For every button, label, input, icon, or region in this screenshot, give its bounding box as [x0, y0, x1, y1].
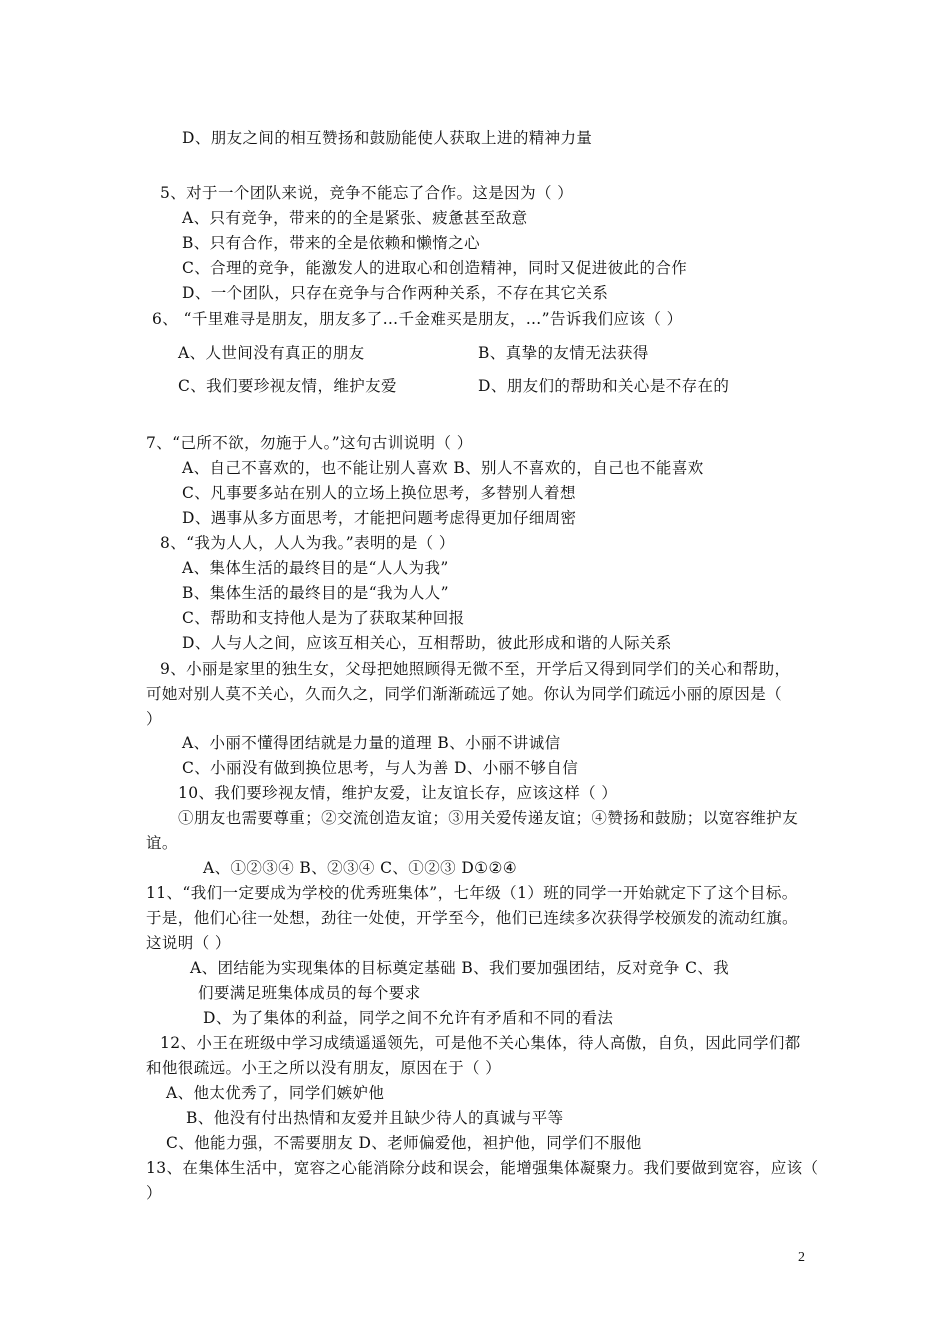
q6-stem: 6、 “千里难寻是朋友，朋友多了…千金难买是朋友，…”告诉我们应该（ ） — [152, 310, 683, 328]
q12-option-cd: C、他能力强，不需要朋友 D、老师偏爱他，袒护他，同学们不服他 — [166, 1134, 642, 1152]
q7-stem: 7、“己所不欲，勿施于人。”这句古训说明（ ） — [146, 434, 473, 452]
q5-option-b: B、只有合作，带来的全是依赖和懒惰之心 — [182, 234, 480, 252]
page-number: 2 — [798, 1250, 805, 1265]
q6-option-d: D、朋友们的帮助和关心是不存在的 — [478, 377, 730, 395]
q11-stem-line2: 于是，他们心往一处想，劲往一处使，开学至今，他们已连续多次获得学校颁发的流动红旗。 — [146, 909, 798, 927]
q9-option-cd: C、小丽没有做到换位思考，与人为善 D、小丽不够自信 — [182, 759, 579, 777]
q10-options: A、①②③④ B、②③④ C、①②③ D①②④ — [203, 859, 518, 877]
q13-stem-line1: 13、在集体生活中，宽容之心能消除分歧和误会，能增强集体凝聚力。我们要做到宽容，应该（ — [146, 1159, 819, 1177]
q7-option-ab: A、自己不喜欢的，也不能让别人喜欢 B、别人不喜欢的，自己也不能喜欢 — [182, 459, 704, 477]
q8-option-d: D、人与人之间，应该互相关心，互相帮助，彼此形成和谐的人际关系 — [182, 634, 672, 652]
q11-option-abc: A、团结能为实现集体的目标奠定基础 B、我们要加强团结，反对竞争 C、我 — [190, 959, 730, 977]
q9-option-ab: A、小丽不懂得团结就是力量的道理 B、小丽不讲诚信 — [182, 734, 561, 752]
q10-statements-line2: 谊。 — [146, 834, 178, 852]
q6-option-b: B、真挚的友情无法获得 — [478, 344, 649, 362]
q8-option-c: C、帮助和支持他人是为了获取某种回报 — [182, 609, 465, 627]
q6-option-c: C、我们要珍视友情，维护友爱 — [178, 377, 397, 395]
q12-stem-line2: 和他很疏远。小王之所以没有朋友，原因在于（ ） — [146, 1059, 502, 1077]
q8-option-b: B、集体生活的最终目的是“我为人人” — [182, 584, 449, 602]
q7-option-d: D、遇事从多方面思考，才能把问题考虑得更加仔细周密 — [182, 509, 577, 527]
q8-stem: 8、“我为人人，人人为我。”表明的是（ ） — [160, 534, 455, 552]
q13-stem-line2: ） — [146, 1184, 162, 1202]
q11-stem-line3: 这说明（ ） — [146, 934, 231, 952]
q11-stem-line1: 11、“我们一定要成为学校的优秀班集体”，七年级（1）班的同学一开始就定下了这个目标。 — [146, 884, 798, 902]
q10-statements-line1: ①朋友也需要尊重；②交流创造友谊；③用关爱传递友谊；④赞扬和鼓励；以宽容维护友 — [178, 809, 799, 827]
q5-option-d: D、一个团队，只存在竞争与合作两种关系，不存在其它关系 — [182, 284, 609, 302]
q5-option-a: A、只有竞争，带来的的全是紧张、疲惫甚至敌意 — [182, 209, 528, 227]
q11-option-c-cont: 们要满足班集体成员的每个要求 — [198, 984, 421, 1002]
q5-option-c: C、合理的竞争，能激发人的进取心和创造精神，同时又促进彼此的合作 — [182, 259, 688, 277]
q9-stem-line1: 9、小丽是家里的独生女，父母把她照顾得无微不至，开学后又得到同学们的关心和帮助， — [160, 660, 791, 678]
q9-stem-line2: 可她对别人莫不关心，久而久之，同学们渐渐疏远了她。你认为同学们疏远小丽的原因是（ — [146, 685, 783, 703]
q7-option-c: C、凡事要多站在别人的立场上换位思考，多替别人着想 — [182, 484, 576, 502]
q12-stem-line1: 12、小王在班级中学习成绩遥遥领先，可是他不关心集体，待人高傲，自负，因此同学们都 — [160, 1034, 801, 1052]
q5-stem: 5、对于一个团队来说，竞争不能忘了合作。这是因为（ ） — [160, 184, 574, 202]
q12-option-b: B、他没有付出热情和友爱并且缺少待人的真诚与平等 — [186, 1109, 564, 1127]
q9-stem-line3: ） — [146, 710, 162, 728]
q8-option-a: A、集体生活的最终目的是“人人为我” — [182, 559, 449, 577]
q11-option-d: D、为了集体的利益，同学之间不允许有矛盾和不同的看法 — [203, 1009, 614, 1027]
q4-option-d: D、朋友之间的相互赞扬和鼓励能使人获取上进的精神力量 — [182, 129, 593, 147]
q10-stem: 10、我们要珍视友情，维护友爱，让友谊长存，应该这样（ ） — [178, 784, 618, 802]
q12-option-a: A、他太优秀了，同学们嫉妒他 — [166, 1084, 385, 1102]
q6-option-a: A、人世间没有真正的朋友 — [178, 344, 365, 362]
